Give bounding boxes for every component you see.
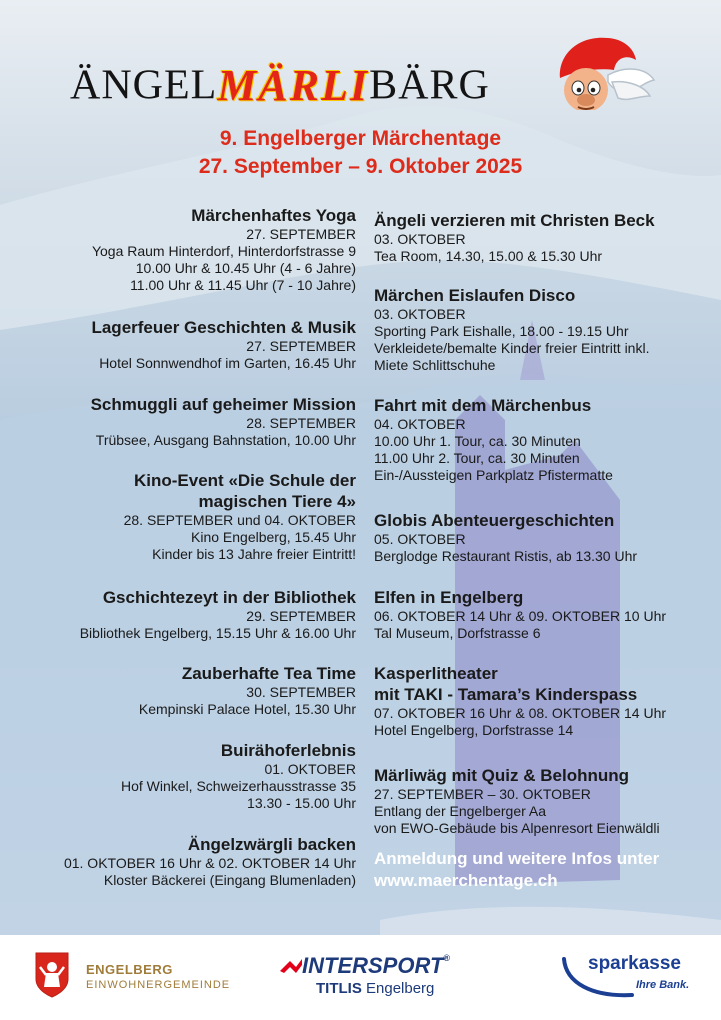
event-date: 29. SEPTEMBER [246,608,356,624]
event-location: Tal Museum, Dorfstrasse 6 [374,625,541,641]
event-aengeli-verzieren [374,210,704,265]
event-location: Kloster Bäckerei (Eingang Blumenladen) [103,872,356,888]
intersport-arrow-icon [280,957,302,975]
event-title-line2: magischen Tiere 4» [198,492,356,511]
maerlibaerg-logo [70,60,490,110]
event-location: Hof Winkel, Schweizerhausstrasse 35 [121,778,356,794]
event-date: 27. SEPTEMBER [246,226,356,242]
event-date: 05. OKTOBER [374,531,466,547]
intersport-titlis: TITLIS [316,980,362,997]
logo-highlight: MÄRLI [217,61,370,110]
event-title: Zauberhafte Tea Time [181,664,356,683]
event-title: Schmuggli auf geheimer Mission [90,395,356,414]
event-title: Ängelzwärgli backen [187,835,356,854]
event-title: Globis Abenteuergeschichten [374,511,615,530]
event-location: Tea Room, 14.30, 15.00 & 15.30 Uhr [374,248,603,264]
intersport-logo [302,953,450,979]
event-date: 28. SEPTEMBER [246,415,356,431]
event-date: 04. OKTOBER [374,416,466,432]
event-time: 11.00 Uhr 2. Tour, ca. 30 Minuten [374,450,580,466]
event-title: Gschichtezeyt in der Bibliothek [102,588,356,607]
sparkasse-name: sparkasse [588,953,681,974]
event-note: Verkleidete/bemalte Kinder freier Eintritt inkl. [374,340,650,356]
event-schmuggli [30,394,356,449]
sparkasse-slogan: Ihre Bank. [636,979,690,991]
event-location: Kempinski Palace Hotel, 15.30 Uhr [138,701,356,717]
event-location: von EWO-Gebäude bis Alpenresort Eienwäldli [374,820,660,836]
event-title: Märliwäg mit Quiz & Belohnung [374,766,629,785]
event-title: Elfen in Engelberg [374,588,524,607]
event-kasperlitheater [374,663,704,739]
engelberg-name: ENGELBERG [86,962,173,977]
event-title: Buirähoferlebnis [220,741,356,760]
event-note: Kinder bis 13 Jahre freier Eintritt! [152,546,356,562]
event-location: Hotel Sonnwendhof im Garten, 16.45 Uhr [99,355,356,371]
intersport-engelberg: Engelberg [366,980,435,997]
event-maerliwaeg [374,765,704,837]
event-aengelzwaergli [30,834,356,889]
event-location: Berglodge Restaurant Ristis, ab 13.30 Uhr [374,548,638,564]
event-date: 03. OKTOBER [374,306,466,322]
gnome-mascot-icon [548,30,658,110]
website-link[interactable]: www.maerchentage.ch [374,871,558,890]
event-date: 27. SEPTEMBER [246,338,356,354]
event-date-range: 27. September – 9. Oktober 2025 [198,155,523,178]
event-location: Trübsee, Ausgang Bahnstation, 10.00 Uhr [95,432,356,448]
event-globis [374,510,704,565]
event-title: Kino-Event «Die Schule der [134,471,356,490]
event-elfen [374,587,704,642]
event-title: Fahrt mit dem Märchenbus [374,396,592,415]
engelberg-coat-of-arms-icon [34,951,70,999]
event-title: Märchen Eislaufen Disco [374,286,576,305]
event-date: 03. OKTOBER [374,231,466,247]
event-location: Kino Engelberg, 15.45 Uhr [191,529,356,545]
event-gschichtezeyt [30,587,356,642]
event-date: 06. OKTOBER 14 Uhr & 09. OKTOBER 10 Uhr [374,608,667,624]
event-maerchenbus [374,395,704,484]
event-location: Sporting Park Eishalle, 18.00 - 19.15 Uhr [374,323,629,339]
event-date: 01. OKTOBER 16 Uhr & 02. OKTOBER 14 Uhr [63,855,356,871]
event-title-line2: mit TAKI - Tamara’s Kinderspass [374,685,638,704]
event-location: Ein-/Aussteigen Parkplatz Pfistermatte [374,467,613,483]
event-location: Entlang der Engelberger Aa [374,803,547,819]
event-time: 10.00 Uhr & 10.45 Uhr (4 - 6 Jahre) [135,260,356,276]
event-kino [30,470,356,563]
event-location: Bibliothek Engelberg, 15.15 Uhr & 16.00 Uhr [79,625,356,641]
event-date: 30. SEPTEMBER [246,684,356,700]
event-buiraehoferlebnis [30,740,356,812]
event-location: Hotel Engelberg, Dorfstrasse 14 [374,722,574,738]
event-title: Märchenhaftes Yoga [191,206,356,225]
event-tea-time [30,663,356,718]
event-time: 13.30 - 15.00 Uhr [247,795,356,811]
event-edition-title: 9. Engelberger Märchentage [219,127,502,150]
event-time: 10.00 Uhr 1. Tour, ca. 30 Minuten [374,433,581,449]
event-note: Miete Schlittschuhe [374,357,496,373]
event-lagerfeuer [30,317,356,372]
logo-prefix: ÄNGEL [70,62,218,109]
event-eislaufen-disco [374,285,704,374]
event-location: Yoga Raum Hinterdorf, Hinterdorfstrasse 9 [91,243,356,259]
event-title: Ängeli verzieren mit Christen Beck [374,211,655,230]
intersport-name: INTERSPORT [302,953,444,978]
logo-suffix: BÄRG [369,62,490,109]
event-date: 07. OKTOBER 16 Uhr & 08. OKTOBER 14 Uhr [374,705,667,721]
registration-info: Anmeldung und weitere Infos unter [374,849,660,868]
intersport-registered: ® [443,953,451,963]
event-date: 28. SEPTEMBER und 04. OKTOBER [123,512,356,528]
event-title: Lagerfeuer Geschichten & Musik [91,318,356,337]
event-time: 11.00 Uhr & 11.45 Uhr (7 - 10 Jahre) [130,277,356,293]
event-date: 01. OKTOBER [264,761,356,777]
event-title: Kasperlitheater [374,664,498,683]
intersport-location [316,980,434,997]
event-date: 27. SEPTEMBER – 30. OKTOBER [374,786,591,802]
event-maerchenhaftes-yoga [30,205,356,294]
sponsor-footer [0,935,721,1020]
engelberg-subtitle: EINWOHNERGEMEINDE [86,979,231,991]
